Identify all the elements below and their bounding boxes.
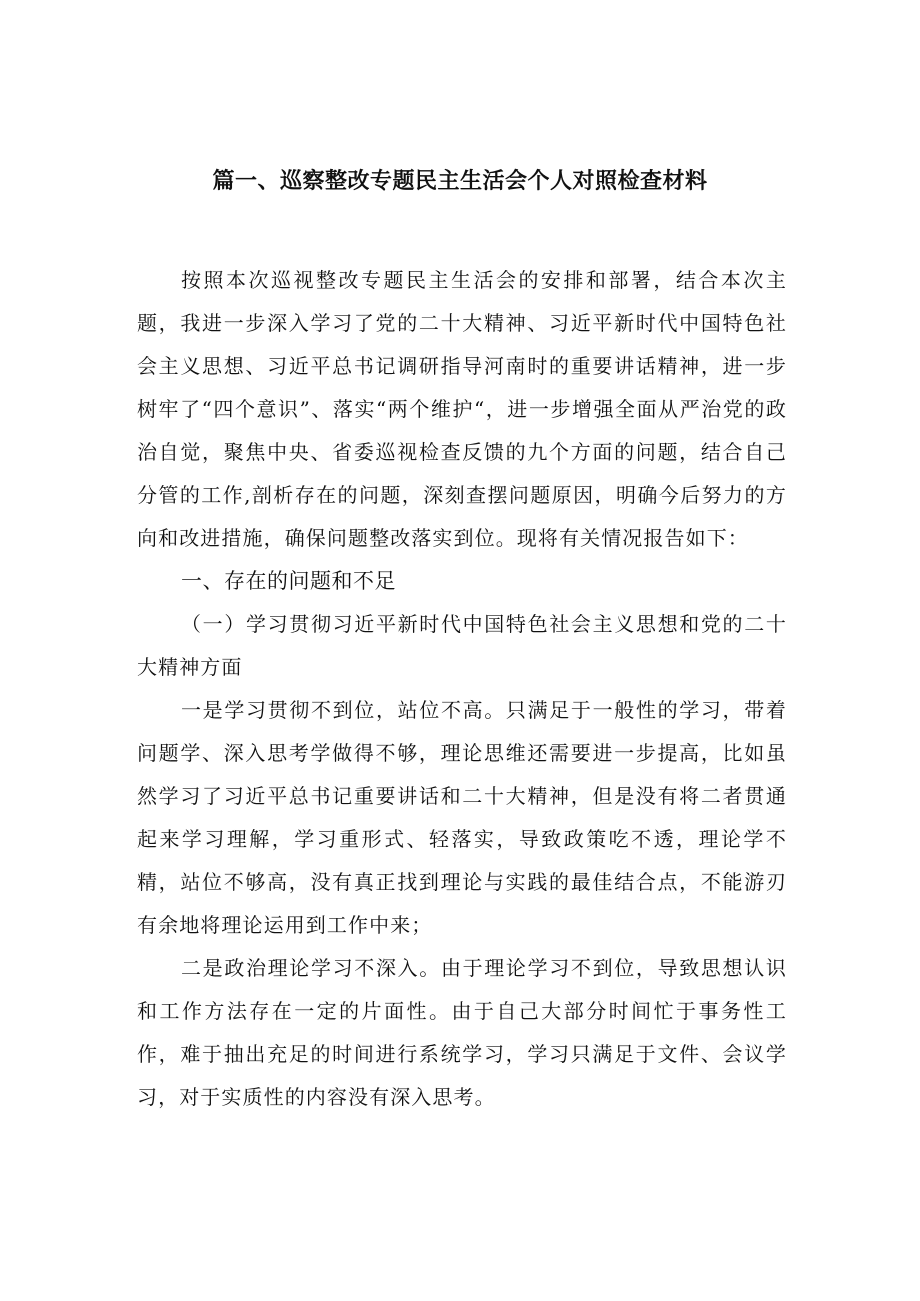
document-body bbox=[137, 259, 787, 1119]
body-paragraph-point-two: 二是政治理论学习不深入。由于理论学习不到位，导致思想认识和工作方法存在一定的片面性。由于自己大部分时间忙于事务性工作，难于抽出充足的时间进行系统学习，学习只满足于文件、会议学习，对于实质性的内容没有深入思考。 bbox=[137, 956, 787, 1109]
document-title: 篇一、巡察整改专题民主生活会个人对照检查材料 bbox=[212, 169, 708, 194]
intro-paragraph: 按照本次巡视整改专题民主生活会的安排和部署，结合本次主题，我进一步深入学习了党的二十大精神、习近平新时代中国特色社会主义思想、习近平总书记调研指导河南时的重要讲话精神，进一步树牢了“四个意识”、落实“两个维护“，进一步增强全面从严治党的政治自觉，聚焦中央、省委巡视检查反馈的九个方面的问题，结合自己分管的工作,剖析存在的问题，深刻查摆问题原因，明确今后努力的方向和改进措施，确保问题整改落实到位。现将有关情况报告如下： bbox=[137, 268, 787, 550]
subsection-heading: （一）学习贯彻习近平新时代中国特色社会主义思想和党的二十大精神方面 bbox=[137, 612, 787, 679]
body-paragraph-point-one: 一是学习贯彻不到位，站位不高。只满足于一般性的学习，带着问题学、深入思考学做得不够，理论思维还需要进一步提高，比如虽然学习了习近平总书记重要讲话和二十大精神，但是没有将二者贯通起来学习理解，学习重形式、轻落实，导致政策吃不透，理论学不精，站位不够高，没有真正找到理论与实践的最佳结合点，不能游刃有余地将理论运用到工作中来； bbox=[137, 698, 787, 937]
section-heading: 一、存在的问题和不足 bbox=[181, 569, 396, 593]
